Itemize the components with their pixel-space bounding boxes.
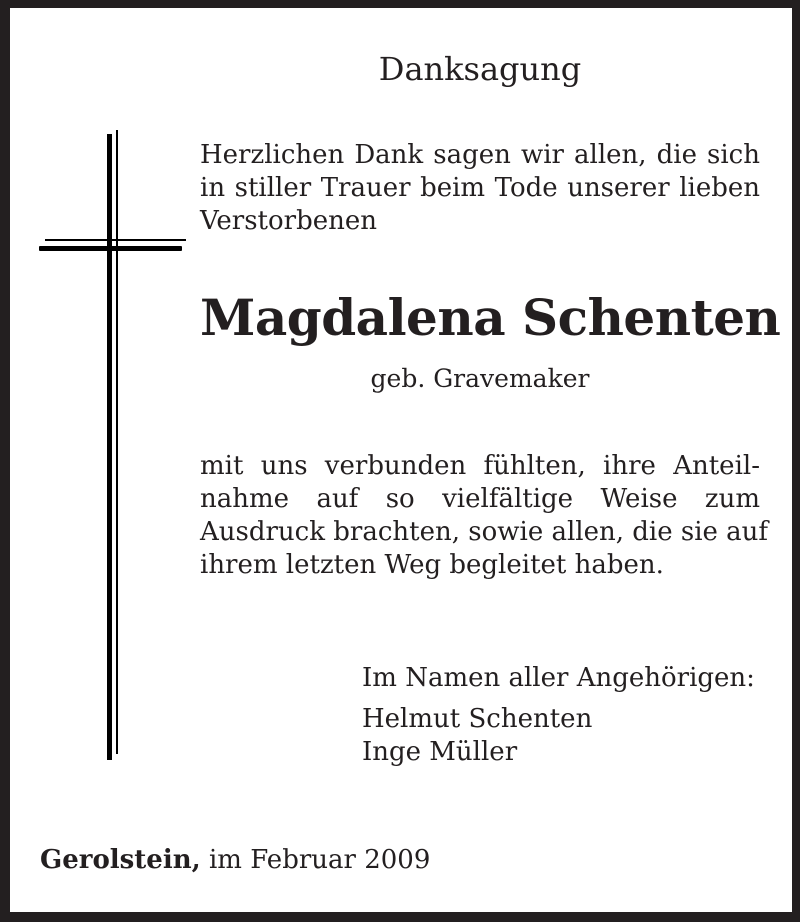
intro-line: in stiller Trauer beim Tode unserer lieben — [200, 173, 760, 203]
signature-name: Helmut Schenten — [362, 704, 593, 734]
deceased-name: Magdalena Schenten — [200, 288, 781, 347]
intro-line: Herzlichen Dank sagen wir allen, die sich — [200, 140, 760, 170]
place-date — [40, 845, 430, 875]
intro-line: Verstorbenen — [200, 206, 377, 236]
body-line: nahme auf so vielfältige Weise zum — [200, 484, 760, 514]
body-line: mit uns verbunden fühlten, ihre Anteil- — [200, 451, 760, 481]
body-line: ihrem letzten Weg begleitet haben. — [200, 550, 664, 580]
place: Gerolstein, — [40, 845, 201, 875]
signature-intro: Im Namen aller Angehörigen: — [362, 663, 755, 693]
body-line: Ausdruck brachten, sowie allen, die sie auf — [200, 517, 769, 547]
maiden-name: geb. Gravemaker — [370, 364, 590, 393]
notice-heading: Danksagung — [378, 50, 582, 88]
signature-name: Inge Müller — [362, 737, 518, 767]
date: im Februar 2009 — [208, 845, 431, 875]
